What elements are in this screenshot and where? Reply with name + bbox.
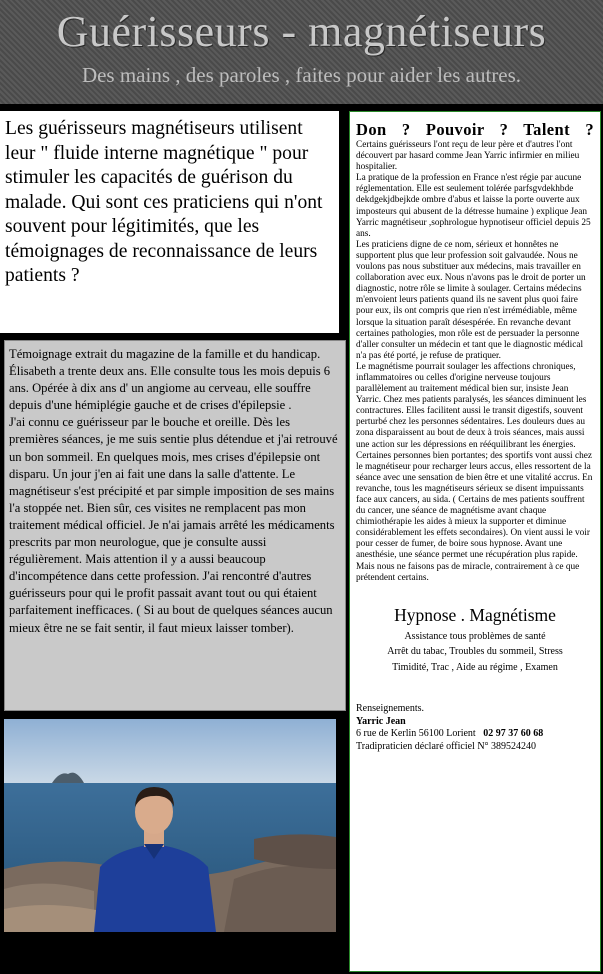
testimony-source: Témoignage extrait du magazine de la famille et du handicap. [9,347,321,361]
article-paragraph: Le magnétisme pourrait soulager les affections chroniques, inflammatoires ou celles d'origine nerveuse toujours parallèlement au traitement médical bien sur, insiste Jean Yarric. Chez mes patients paralysés, les séances diminuent les contractures. Elles facilitent aussi le transit digestifs, souvent perturbé chez les personnes sédentaires. Les douleurs dues au zona disparaissent au bout de deux à trois séances, mais aussi une action sur les dépressions en rééquilibrant les énergies. Certaines personnes bien portantes; des sportifs vont aussi chez le magnétiseur pour recharger leurs accus, elles ressortent de la séance avec une sensation de bien être et une vitalité accrus. En revanche, tous les magnétiseurs sérieux se disent impuissants face aux cancers, au sida. ( Certains de mes patients souffrent du cancer, une séance de magnétisme avant chaque chimiothérapie les aides à mieux la supporter et diminue considérablement les effets secondaires). On vient aussi le voir pour cesser de fumer, de boire sous hypnose. Avant une anesthésie, une séance permet une récupération plus rapide. Mais nous ne faisons pas de miracle, contrairement à ce que prétendent certains. [356,361,593,583]
intro-text: Les guérisseurs magnétiseurs utilisent leur " fluide interne magnétique " pour stimuler les capacités de guérison du malade. Qui sont ces praticiens qui n'ont souvent pour légitimités, que les témoignages de reconnaissance de leurs patients ? [0,111,339,333]
contact-phone[interactable]: 02 97 37 60 68 [483,728,544,740]
testimony-intro: Élisabeth a trente deux ans. Elle consulte tous les mois depuis 6 ans. Opérée à dix ans d' un angiome au cerveau, elle souffre depuis d'une hémiplégie gauche et de crises d'épilepsie . [9,364,331,413]
hypnose-services [356,629,594,676]
service-line: Timidité, Trac , Aide au régime , Examen [392,661,558,673]
service-line: Assistance tous problèmes de santé [404,630,546,642]
contact-block [356,703,594,753]
article-body [356,140,594,584]
page-header [0,0,603,104]
article-column [349,111,601,972]
article-title: Don ? Pouvoir ? Talent ? [356,120,594,139]
service-line: Arrêt du tabac, Troubles du sommeil, Stress [387,646,563,658]
contact-address-line [356,728,594,741]
hypnose-title: Hypnose . Magnétisme [394,604,556,625]
contact-label: Renseignements. [356,703,425,715]
article-paragraph: Les praticiens digne de ce nom, sérieux et honnêtes ne supportent plus que leur profession soit galvaudée. Nous ne voulons pas nous substituer aux médecins, mais travailler en collaboration avec eux. Nous n'avons pas le droit de porter un diagnostic, notre rôle se limite à soulager. Certains médecins m'envoient leurs patients quand ils ne savent plus quoi faire pour eux, ils ont compris que rien n'est irrémédiable, même lorsque la situation paraît désespérée. En revanche devant certaines pathologies, mon rôle est de persuader la personne d'aller consulter un médecin et tant que le diagnostic médical n'a pas été porté, je refuse de pratiquer. [356,239,586,361]
practitioner-photo [4,719,336,932]
testimony-box [4,340,346,711]
page-title: Guérisseurs - magnétiseurs [56,7,547,56]
contact-registration: Tradipraticien déclaré officiel N° 389524240 [356,740,537,752]
contact-address: 6 rue de Kerlin 56100 Lorient [356,728,476,740]
page-subtitle: Des mains , des paroles , faites pour aider les autres. [81,63,522,87]
article-paragraph: La pratique de la profession en France n'est régie par aucune réglementation. Elle est seulement tolérée parfsgvdekhbde dekdgekjdbejkde ombre d'abus et laisse la porte ouverte aux imposteurs qui abusent de la détresse humaine ) explique Jean Yarric magnétiseur ,sophrologue hypnotiseur officiel depuis 25 ans. [356,173,591,239]
testimony-body: J'ai connu ce guérisseur par le bouche et oreille. Dès les premières séances, je me suis sentie plus détendue et j'ai retrouvé un bon sommeil. En quelques mois, mes crises d'épilepsie ont disparu. Un jour j'en ai fait une dans la salle d'attente. Le magnétiseur s'est précipité et par simple imposition de ses mains l'a stoppée net. Bien sûr, ces visites ne remplacent pas mon traitement médical officiel. Je n'ai jamais arrêté les médicaments prescrits par mon neurologue, que je consulte aussi régulièrement. Mais attention il y a aussi beaucoup d'incompétence dans cette profession. J'ai rencontré d'autres guérisseurs pour qui le profit passait avant tout ou qui étaient parfaitement inefficaces. ( Si au bout de quelques séances aucun mieux être ne se fait sentir, il faut mieux laisser tomber). [9,415,338,635]
contact-name: Yarric Jean [356,715,406,727]
article-paragraph: Certains guérisseurs l'ont reçu de leur père et d'autres l'ont découvert par hasard comme Jean Yarric infirmier en milieu hospitalier. [356,140,580,173]
